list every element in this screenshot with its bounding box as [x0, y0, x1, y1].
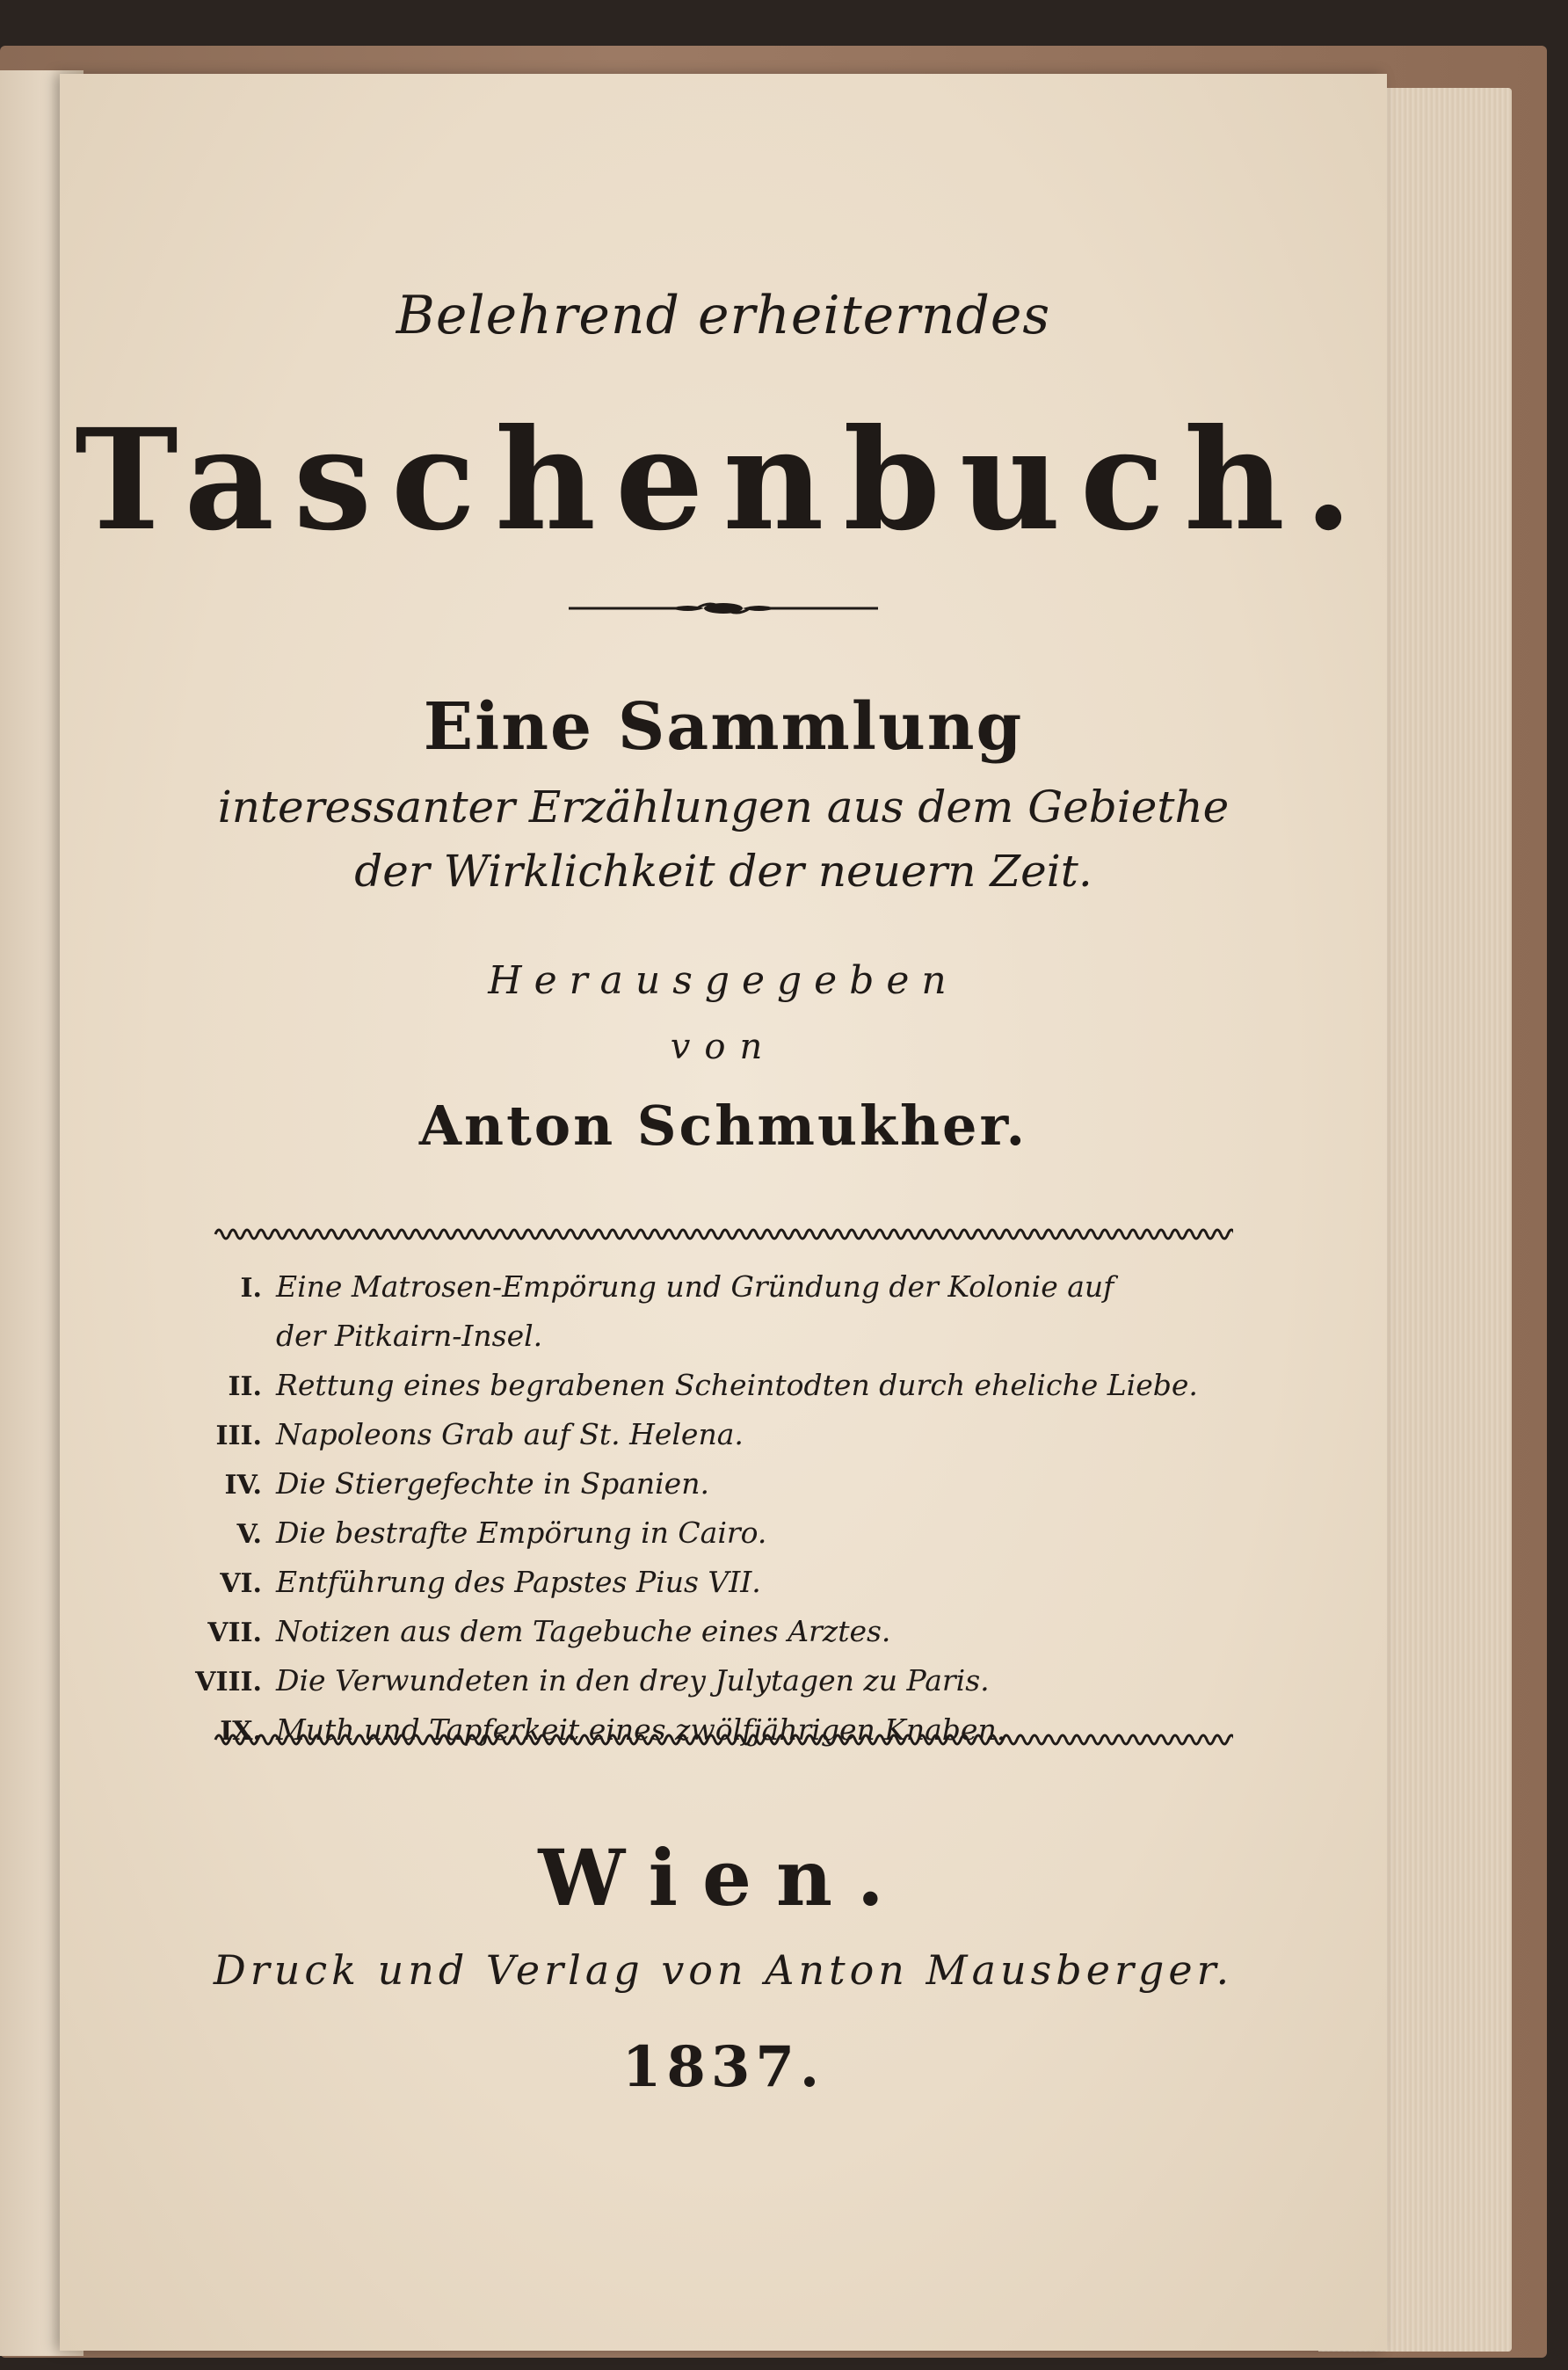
- wavy-divider-top: [60, 1221, 1387, 1256]
- author-name: Anton Schmukher.: [418, 1094, 1028, 1158]
- item-number: III.: [215, 1421, 262, 1451]
- subtitle-top: Belehrend erheiterndes: [396, 285, 1051, 346]
- item-number: VI.: [220, 1568, 262, 1599]
- item-text: Eine Matrosen-Empörung und Gründung der Kolonie auf: [276, 1269, 1114, 1304]
- contents-list: [156, 1269, 1264, 1762]
- list-item: [156, 1663, 1264, 1712]
- von-label: von: [670, 1027, 777, 1067]
- item-text: der Pitkairn-Insel.: [276, 1319, 543, 1353]
- item-number: IV.: [224, 1470, 262, 1501]
- item-number: I.: [240, 1273, 262, 1304]
- item-text: Napoleons Grab auf St. Helena.: [276, 1417, 744, 1451]
- wavy-line-icon: [214, 1727, 1233, 1753]
- imprint-publisher: Druck und Verlag von Anton Mausberger.: [213, 1946, 1234, 1994]
- list-item: [156, 1565, 1264, 1614]
- item-text: Die Stiergefechte in Spanien.: [276, 1466, 709, 1501]
- item-number: V.: [236, 1519, 262, 1550]
- imprint-year: 1837.: [621, 2034, 825, 2100]
- list-item: [156, 1269, 1264, 1319]
- item-text: Muth und Tapferkeit eines zwölfjährigen Knaben.: [276, 1712, 1006, 1747]
- list-item: [156, 1516, 1264, 1565]
- list-item: [156, 1614, 1264, 1663]
- collection-line-2: der Wirklichkeit der neuern Zeit.: [354, 846, 1093, 897]
- main-title: Taschenbuch.: [75, 399, 1372, 562]
- ornamental-rule: [60, 591, 1387, 626]
- imprint-place: Wien.: [538, 1832, 909, 1923]
- item-number: VIII.: [195, 1667, 262, 1698]
- item-number: IX.: [220, 1716, 262, 1747]
- collection-heading: Eine Sammlung: [423, 689, 1024, 765]
- list-item: [156, 1319, 1264, 1368]
- item-text: Notizen aus dem Tagebuche eines Arztes.: [276, 1614, 891, 1648]
- item-text: Entführung des Papstes Pius VII.: [276, 1565, 761, 1599]
- list-item: [156, 1368, 1264, 1417]
- editor-label: Herausgegeben: [488, 958, 959, 1003]
- list-item: [156, 1466, 1264, 1516]
- wavy-line-icon: [214, 1221, 1233, 1247]
- item-number: II.: [228, 1371, 262, 1402]
- item-number: VII.: [207, 1618, 262, 1648]
- list-item: [156, 1417, 1264, 1466]
- ornamental-rule-icon: [565, 591, 882, 626]
- item-text: Die bestrafte Empörung in Cairo.: [276, 1516, 767, 1550]
- item-text: Die Verwundeten in den drey Julytagen zu Paris.: [276, 1663, 990, 1698]
- collection-line-1: interessanter Erzählungen aus dem Gebiethe: [217, 782, 1230, 832]
- wavy-divider-bottom: [60, 1727, 1387, 1762]
- title-page: [60, 74, 1387, 2351]
- item-text: Rettung eines begrabenen Scheintodten durch eheliche Liebe.: [276, 1368, 1198, 1402]
